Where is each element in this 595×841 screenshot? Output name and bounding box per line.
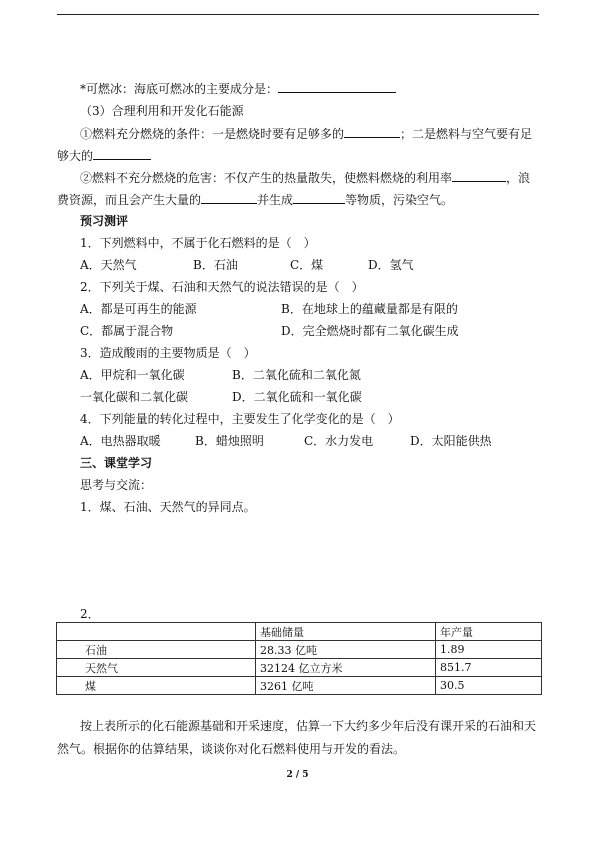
harm-line2 — [57, 191, 453, 208]
blank-field[interactable] — [93, 147, 151, 160]
q4-option-d: D．太阳能供热 — [410, 434, 492, 448]
item-1: 1．煤、石油、天然气的异同点。 — [80, 500, 256, 514]
table-header-cell: 年产量 — [436, 623, 542, 641]
condition-text-2: ；二是燃料与空气要有足 — [400, 127, 533, 141]
q1-option-b: B．石油 — [193, 258, 238, 272]
table-row — [57, 659, 542, 677]
combustible-ice-line — [80, 80, 396, 97]
blank-field[interactable] — [278, 80, 396, 93]
table-cell: 1.89 — [436, 641, 542, 659]
q4-option-a: A．电热器取暖 — [80, 434, 161, 448]
combustible-ice-text: *可燃冰：海底可燃冰的主要成分是： — [80, 82, 279, 96]
table-cell: 3261 亿吨 — [256, 677, 436, 695]
table-row — [57, 677, 542, 695]
question-2-stem: 2．下列关于煤、石油和天然气的说法错误的是（ ） — [80, 280, 364, 294]
blank-field[interactable] — [293, 191, 345, 204]
blank-field[interactable] — [344, 125, 400, 138]
table-cell: 天然气 — [57, 659, 256, 677]
q1-option-c: C．煤 — [290, 258, 324, 272]
q4-option-b: B．蜡烛照明 — [195, 434, 264, 448]
table-cell: 32124 亿立方米 — [256, 659, 436, 677]
q3-option-d: D．二氧化硫和一氧化碳 — [232, 390, 362, 404]
q3-option-b: B．二氧化硫和二氧化氮 — [232, 368, 361, 382]
energy-reserves-table — [56, 622, 542, 695]
condition-text-3: 够大的 — [57, 149, 94, 163]
q1-option-a: A．天然气 — [80, 258, 137, 272]
section3-title: （3）合理利用和开发化石能源 — [80, 104, 244, 118]
table-cell: 石油 — [57, 641, 256, 659]
q3-option-a: A．甲烷和一氧化碳 — [80, 368, 185, 382]
harm-text-4: 并生成 — [257, 193, 294, 207]
blank-field[interactable] — [452, 169, 506, 182]
think-exchange-label: 思考与交流： — [80, 478, 153, 492]
table-cell: 851.7 — [436, 659, 542, 677]
condition-line2 — [57, 147, 151, 164]
table-header-cell: 基础储量 — [256, 623, 436, 641]
question-3-stem: 3．造成酸雨的主要物质是（ ） — [80, 346, 256, 360]
harm-text-2: ，浪 — [506, 171, 531, 185]
q2-option-c: C．都属于混合物 — [80, 324, 174, 338]
table-header-row — [57, 623, 542, 641]
classroom-heading: 三、课堂学习 — [80, 456, 153, 470]
harm-text-5: 等物质，污染空气。 — [345, 193, 454, 207]
header-rule — [57, 14, 539, 15]
q1-option-d: D．氢气 — [368, 258, 414, 272]
item-2: 2． — [80, 607, 100, 621]
harm-line1 — [80, 169, 530, 186]
q3-option-c: 一氧化碳和二氧化碳 — [80, 390, 189, 404]
preview-heading: 预习测评 — [80, 214, 129, 228]
harm-text: ②燃料不充分燃烧的危害：不仅产生的热量散失，使燃料燃烧的利用率 — [80, 171, 453, 185]
q2-option-b: B．在地球上的蕴藏量都是有限的 — [281, 302, 458, 316]
table-header-cell — [57, 623, 256, 641]
closing-text-line2: 然气。根据你的估算结果，谈谈你对化石燃料使用与开发的看法。 — [57, 742, 406, 756]
q4-option-c: C．水力发电 — [304, 434, 374, 448]
question-4-stem: 4．下列能量的转化过程中，主要发生了化学变化的是（ ） — [80, 412, 400, 426]
blank-field[interactable] — [201, 191, 257, 204]
table-cell: 28.33 亿吨 — [256, 641, 436, 659]
page-number: 2 / 5 — [286, 770, 309, 780]
condition-text: ①燃料充分燃烧的条件：一是燃烧时要有足够多的 — [80, 127, 345, 141]
q2-option-a: A．都是可再生的能源 — [80, 302, 197, 316]
condition-line1 — [80, 125, 532, 142]
q2-option-d: D．完全燃烧时都有二氧化碳生成 — [281, 324, 459, 338]
table-cell: 煤 — [57, 677, 256, 695]
question-1-stem: 1．下列燃料中，不属于化石燃料的是（ ） — [80, 236, 316, 250]
table-cell: 30.5 — [436, 677, 542, 695]
closing-text-line1: 按上表所示的化石能源基础和开采速度，估算一下大约多少年后没有课开采的石油和天 — [80, 719, 537, 733]
table-row — [57, 641, 542, 659]
harm-text-3: 费资源，而且会产生大量的 — [57, 193, 202, 207]
